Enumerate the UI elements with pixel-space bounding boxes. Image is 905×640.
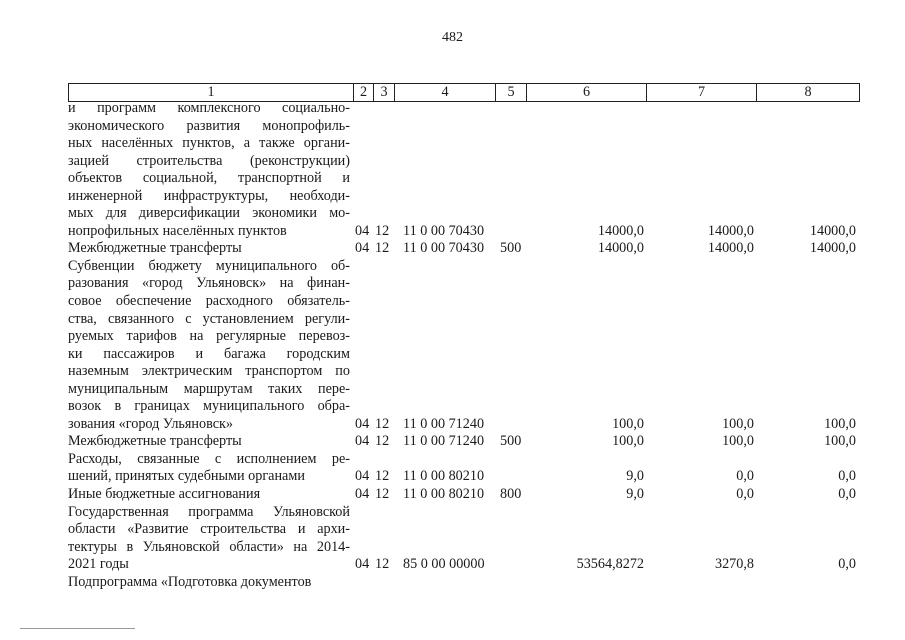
cell-c2: 04 [355, 415, 370, 432]
cell-c7: 14000,0 [707, 240, 754, 257]
cell-c4: 85 0 00 00000 [403, 556, 485, 573]
row-description [68, 100, 350, 240]
cell-c5: 500 [500, 433, 522, 450]
description-line: руемых тарифов на регулярные перевоз- [68, 328, 350, 345]
cell-c3 [375, 574, 403, 592]
cell-c4: 11 0 00 71240 [403, 415, 485, 432]
cell-c8: 100,0 [824, 433, 856, 450]
description-line: Подпрограмма «Подготовка документов [68, 573, 312, 590]
row-description [68, 504, 350, 574]
description-line: 2021 годы [68, 556, 129, 573]
cell-c4: 11 0 00 71240 [403, 433, 485, 450]
cell-c2 [355, 574, 375, 592]
cell-c3: 12 [375, 222, 390, 239]
header-col-8: 8 [756, 84, 859, 101]
cell-c7 [644, 574, 754, 592]
table-body [68, 100, 868, 591]
cell-c5: 800 [500, 486, 522, 503]
description-line: Иные бюджетные ассигнования [68, 486, 261, 503]
header-col-3: 3 [373, 84, 394, 101]
cell-c3: 12 [375, 468, 390, 485]
cell-c6: 14000,0 [597, 222, 644, 239]
cell-c3: 12 [375, 556, 390, 573]
cell-c2: 04 [355, 468, 370, 485]
table-row [68, 240, 868, 258]
cell-c7: 100,0 [722, 433, 754, 450]
cell-c4: 11 0 00 80210 [403, 486, 485, 503]
cell-c3: 12 [375, 240, 390, 257]
description-line: совое обеспечение расходного обязатель- [68, 293, 350, 310]
table-row [68, 433, 868, 451]
description-line: и программ комплексного социально- [68, 100, 350, 116]
header-col-7: 7 [646, 84, 756, 101]
cell-c2: 04 [355, 433, 370, 450]
cell-c7: 0,0 [736, 468, 754, 485]
cell-c2: 04 [355, 556, 370, 573]
cell-c7: 14000,0 [707, 222, 754, 239]
description-line: объектов социальной, транспортной и [68, 170, 350, 187]
cell-c2: 04 [355, 240, 370, 257]
cell-c8 [754, 574, 856, 592]
cell-c6: 9,0 [626, 468, 644, 485]
table-row [68, 574, 868, 592]
table-row [68, 258, 868, 433]
cell-c4: 11 0 00 70430 [403, 240, 485, 257]
cell-c3: 12 [375, 486, 390, 503]
table-row [68, 486, 868, 504]
description-line: экономического развития монопрофиль- [68, 117, 350, 134]
header-col-6: 6 [526, 84, 646, 101]
header-col-4: 4 [394, 84, 495, 101]
cell-c4: 11 0 00 70430 [403, 222, 485, 239]
header-col-2: 2 [353, 84, 373, 101]
table-row [68, 451, 868, 486]
description-line: Субвенции бюджету муниципального об- [68, 257, 350, 274]
row-description [68, 451, 350, 486]
row-description [68, 574, 350, 592]
description-line: области «Развитие строительства и архи- [68, 521, 350, 538]
cell-c6: 100,0 [612, 415, 644, 432]
description-line: наземным электрическим транспортом по [68, 363, 350, 380]
description-line: зацией строительства (реконструкции) [68, 152, 350, 169]
table-row [68, 100, 868, 240]
cell-c8: 100,0 [824, 415, 856, 432]
cell-c3: 12 [375, 433, 390, 450]
description-line: ки пассажиров и багажа городским [68, 345, 350, 362]
cell-c5 [500, 223, 530, 241]
description-line: возок в границах муниципального обра- [68, 398, 350, 415]
cell-c7: 100,0 [722, 415, 754, 432]
cell-c4 [403, 574, 500, 592]
description-line: нопрофильных населённых пунктов [68, 222, 287, 239]
cell-c2: 04 [355, 222, 370, 239]
cell-c6: 53564,8272 [576, 556, 644, 573]
description-line: Расходы, связанные с исполнением ре- [68, 450, 350, 467]
cell-c5 [500, 556, 530, 574]
cell-c6: 14000,0 [597, 240, 644, 257]
cell-c6: 9,0 [626, 486, 644, 503]
cell-c4: 11 0 00 80210 [403, 468, 485, 485]
description-line: шений, принятых судебными органами [68, 468, 305, 485]
footnote-rule [20, 628, 135, 629]
cell-c5 [500, 574, 530, 592]
cell-c5 [500, 468, 530, 486]
description-line: ства, связанного с установлением регули- [68, 310, 350, 327]
cell-c2: 04 [355, 486, 370, 503]
cell-c8: 0,0 [838, 556, 856, 573]
cell-c8: 14000,0 [809, 222, 856, 239]
cell-c7: 3270,8 [714, 556, 754, 573]
description-line: зования «город Ульяновск» [68, 415, 233, 432]
cell-c3: 12 [375, 415, 390, 432]
cell-c8: 0,0 [838, 468, 856, 485]
cell-c6 [530, 574, 644, 592]
description-line: Государственная программа Ульяновской [68, 503, 350, 520]
cell-c5 [500, 416, 530, 434]
description-line: Межбюджетные трансферты [68, 433, 242, 450]
row-description [68, 486, 350, 504]
description-line: разования «город Ульяновск» на финан- [68, 275, 350, 292]
table-row [68, 504, 868, 574]
page-number: 482 [442, 30, 463, 45]
cell-c5: 500 [500, 240, 522, 257]
description-line: Межбюджетные трансферты [68, 240, 242, 257]
description-line: ных населённых пунктов, а также органи- [68, 135, 350, 152]
cell-c7: 0,0 [736, 486, 754, 503]
cell-c8: 0,0 [838, 486, 856, 503]
description-line: мых для диверсификации экономики мо- [68, 205, 350, 222]
cell-c6: 100,0 [612, 433, 644, 450]
description-line: инженерной инфраструктуры, необходи- [68, 187, 350, 204]
header-col-5: 5 [495, 84, 526, 101]
description-line: муниципальным маршрутам таких пере- [68, 380, 350, 397]
cell-c8: 14000,0 [809, 240, 856, 257]
description-line: тектуры в Ульяновской области» на 2014- [68, 538, 350, 555]
row-description [68, 433, 350, 451]
header-col-1: 1 [207, 84, 215, 100]
row-description [68, 258, 350, 433]
row-description [68, 240, 350, 258]
